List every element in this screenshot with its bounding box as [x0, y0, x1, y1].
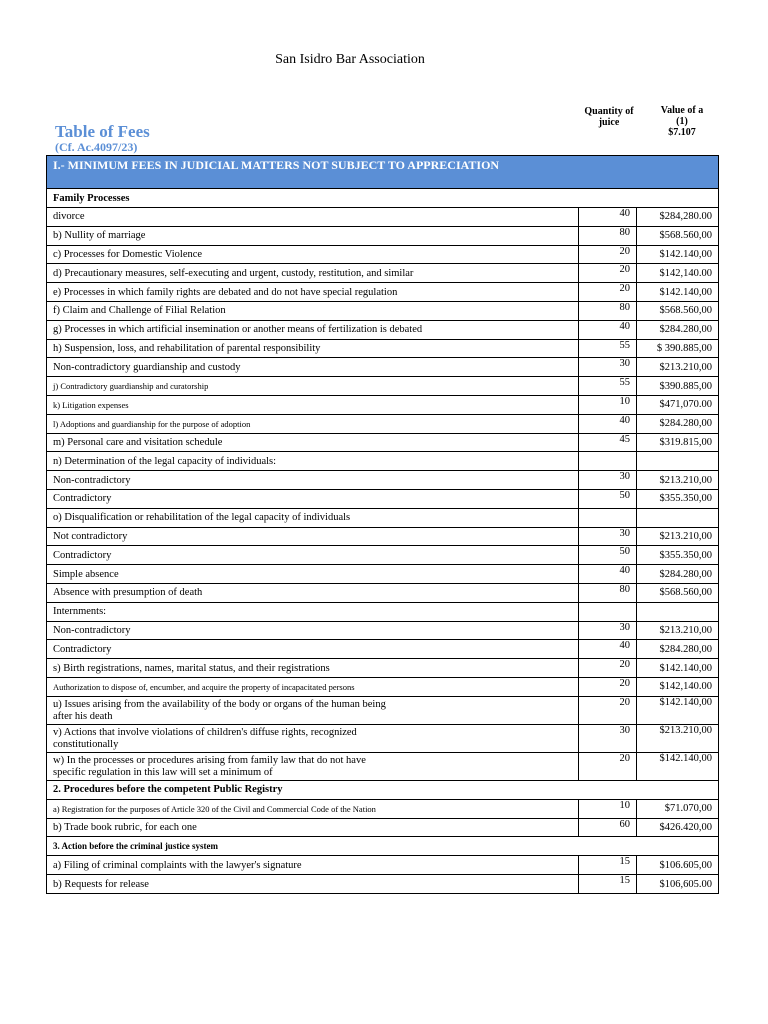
fee-value: $284.280,00 — [637, 320, 719, 339]
fee-quantity: 20 — [579, 696, 637, 724]
fee-description — [47, 752, 579, 780]
fee-description: Absence with presumption of death — [47, 583, 579, 602]
fee-description: k) Litigation expenses — [47, 395, 579, 414]
fee-description: d) Precautionary measures, self-executing and urgent, custody, restitution, and similar — [47, 264, 579, 283]
fee-value: $426.420,00 — [637, 818, 719, 837]
fee-value: $142.140,00 — [637, 245, 719, 264]
fees-table — [46, 155, 719, 894]
fee-description: Contradictory — [47, 546, 579, 565]
table-row — [47, 320, 719, 339]
fee-description — [47, 724, 579, 752]
fee-quantity: 40 — [579, 208, 637, 227]
fee-value — [637, 508, 719, 527]
fee-value: $142.140,00 — [637, 696, 719, 724]
table-row — [47, 245, 719, 264]
table-row — [47, 226, 719, 245]
fee-quantity: 20 — [579, 245, 637, 264]
table-row — [47, 339, 719, 358]
section-title: I.- MINIMUM FEES IN JUDICIAL MATTERS NOT SUBJECT TO APPRECIATION — [47, 156, 719, 189]
fee-value: $142,140.00 — [637, 264, 719, 283]
fee-value: $355.350,00 — [637, 489, 719, 508]
fee-quantity: 10 — [579, 799, 637, 818]
table-row — [47, 489, 719, 508]
table-row — [47, 283, 719, 302]
table-row — [47, 799, 719, 818]
fee-quantity: 20 — [579, 659, 637, 678]
fee-quantity: 40 — [579, 320, 637, 339]
fee-value: $355.350,00 — [637, 546, 719, 565]
fee-value: $471,070.00 — [637, 395, 719, 414]
fee-description — [47, 696, 579, 724]
table-row — [47, 602, 719, 621]
fee-quantity: 30 — [579, 358, 637, 377]
quantity-column-header — [578, 106, 640, 128]
fee-description: h) Suspension, loss, and rehabilitation of parental responsibility — [47, 339, 579, 358]
fee-quantity: 80 — [579, 226, 637, 245]
fee-value: $106,605.00 — [637, 875, 719, 894]
table-row — [47, 818, 719, 837]
fee-description-line: constitutionally — [53, 738, 119, 750]
fee-quantity: 50 — [579, 546, 637, 565]
fee-value: $142.140,00 — [637, 752, 719, 780]
value-header-line: Value of a — [660, 105, 704, 116]
table-row — [47, 395, 719, 414]
fee-description-line: after his death — [53, 710, 113, 722]
table-row — [47, 527, 719, 546]
fee-value: $213.210,00 — [637, 724, 719, 752]
fee-value: $71.070,00 — [637, 799, 719, 818]
value-header-line: (1) — [676, 116, 688, 127]
table-row — [47, 583, 719, 602]
table-row — [47, 301, 719, 320]
fee-description: o) Disqualification or rehabilitation of the legal capacity of individuals — [47, 508, 579, 527]
fee-value: $284.280,00 — [637, 414, 719, 433]
table-row — [47, 677, 719, 696]
fee-description: f) Claim and Challenge of Filial Relation — [47, 301, 579, 320]
fee-description: g) Processes in which artificial insemination or another means of fertilization is debated — [47, 320, 579, 339]
fee-description: Non-contradictory guardianship and custody — [47, 358, 579, 377]
subsection-header-row — [47, 780, 719, 799]
fee-description: Non-contradictory — [47, 621, 579, 640]
fee-description: a) Registration for the purposes of Article 320 of the Civil and Commercial Code of the Nation — [47, 799, 579, 818]
fee-quantity: 15 — [579, 875, 637, 894]
table-row — [47, 621, 719, 640]
fee-description: Contradictory — [47, 640, 579, 659]
subsection-heading: 3. Action before the criminal justice system — [47, 837, 719, 856]
table-row — [47, 724, 719, 752]
table-row — [47, 696, 719, 724]
fee-description-line: w) In the processes or procedures arising from family law that do not have — [53, 754, 366, 766]
fee-description: Authorization to dispose of, encumber, and acquire the property of incapacitated persons — [47, 677, 579, 696]
table-row — [47, 433, 719, 452]
table-row — [47, 508, 719, 527]
table-row — [47, 752, 719, 780]
table-row — [47, 358, 719, 377]
fee-value: $ 390.885,00 — [637, 339, 719, 358]
table-row — [47, 565, 719, 584]
fee-value — [637, 602, 719, 621]
table-row — [47, 414, 719, 433]
fee-quantity: 30 — [579, 621, 637, 640]
family-processes-heading: Family Processes — [47, 189, 719, 208]
fee-value: $142.140,00 — [637, 283, 719, 302]
fee-description: Not contradictory — [47, 527, 579, 546]
fee-value: $284,280.00 — [637, 208, 719, 227]
fee-quantity: 40 — [579, 565, 637, 584]
fee-quantity: 20 — [579, 752, 637, 780]
fee-quantity: 30 — [579, 471, 637, 490]
fee-description: n) Determination of the legal capacity of individuals: — [47, 452, 579, 471]
org-title: San Isidro Bar Association — [275, 52, 425, 67]
fee-quantity: 45 — [579, 433, 637, 452]
fee-value: $390.885,00 — [637, 377, 719, 396]
fee-description: m) Personal care and visitation schedule — [47, 433, 579, 452]
fee-quantity: 40 — [579, 640, 637, 659]
fee-description: c) Processes for Domestic Violence — [47, 245, 579, 264]
fee-description: j) Contradictory guardianship and curatorship — [47, 377, 579, 396]
table-row — [47, 377, 719, 396]
fee-description: b) Nullity of marriage — [47, 226, 579, 245]
subsection-heading: 2. Procedures before the competent Public Registry — [47, 780, 719, 799]
value-column-header — [645, 105, 719, 138]
fee-quantity: 20 — [579, 283, 637, 302]
subsection-header-row — [47, 837, 719, 856]
fee-description: b) Requests for release — [47, 875, 579, 894]
fee-quantity: 80 — [579, 583, 637, 602]
table-row — [47, 208, 719, 227]
fee-description: divorce — [47, 208, 579, 227]
fee-quantity: 10 — [579, 395, 637, 414]
fee-description: s) Birth registrations, names, marital status, and their registrations — [47, 659, 579, 678]
fee-description: Non-contradictory — [47, 471, 579, 490]
fee-description: b) Trade book rubric, for each one — [47, 818, 579, 837]
fee-quantity: 15 — [579, 856, 637, 875]
table-row — [47, 856, 719, 875]
fee-quantity: 50 — [579, 489, 637, 508]
table-row — [47, 264, 719, 283]
fee-quantity: 20 — [579, 264, 637, 283]
fee-quantity: 55 — [579, 377, 637, 396]
fee-quantity — [579, 602, 637, 621]
table-row — [47, 875, 719, 894]
subsection-header-row — [47, 189, 719, 208]
fee-quantity: 20 — [579, 677, 637, 696]
fee-value: $213.210,00 — [637, 527, 719, 546]
fee-description-line: v) Actions that involve violations of children's diffuse rights, recognized — [53, 726, 357, 738]
fee-value: $568.560,00 — [637, 583, 719, 602]
table-row — [47, 659, 719, 678]
fee-description: l) Adoptions and guardianship for the purpose of adoption — [47, 414, 579, 433]
fee-value: $568.560,00 — [637, 301, 719, 320]
value-header-line: $7.107 — [668, 127, 696, 138]
fee-value: $319.815,00 — [637, 433, 719, 452]
fee-value: $568.560,00 — [637, 226, 719, 245]
fee-description-line: u) Issues arising from the availability of the body or organs of the human being — [53, 698, 386, 710]
page-subtitle: (Cf. Ac.4097/23) — [55, 140, 138, 154]
section-header-row — [47, 156, 719, 189]
fee-description-line: specific regulation in this law will set a minimum of — [53, 766, 273, 778]
fee-value: $142.140,00 — [637, 659, 719, 678]
fee-description: Simple absence — [47, 565, 579, 584]
fee-quantity — [579, 508, 637, 527]
table-row — [47, 546, 719, 565]
fee-quantity: 40 — [579, 414, 637, 433]
fee-quantity: 80 — [579, 301, 637, 320]
fee-quantity: 30 — [579, 724, 637, 752]
fee-description: e) Processes in which family rights are debated and do not have special regulation — [47, 283, 579, 302]
table-row — [47, 471, 719, 490]
fee-value: $284.280,00 — [637, 640, 719, 659]
fee-value: $106.605,00 — [637, 856, 719, 875]
quantity-header-line: Quantity of — [584, 106, 634, 117]
fee-quantity — [579, 452, 637, 471]
table-row — [47, 640, 719, 659]
fee-value: $284.280,00 — [637, 565, 719, 584]
fee-quantity: 55 — [579, 339, 637, 358]
fee-value: $213.210,00 — [637, 358, 719, 377]
fee-quantity: 60 — [579, 818, 637, 837]
quantity-header-line: juice — [598, 117, 620, 128]
fee-value: $142,140.00 — [637, 677, 719, 696]
table-row — [47, 452, 719, 471]
fee-description: Contradictory — [47, 489, 579, 508]
fee-description: a) Filing of criminal complaints with the lawyer's signature — [47, 856, 579, 875]
fee-value: $213.210,00 — [637, 621, 719, 640]
page-title: Table of Fees — [55, 122, 150, 141]
fee-value: $213.210,00 — [637, 471, 719, 490]
fee-quantity: 30 — [579, 527, 637, 546]
fee-description: Internments: — [47, 602, 579, 621]
fee-value — [637, 452, 719, 471]
